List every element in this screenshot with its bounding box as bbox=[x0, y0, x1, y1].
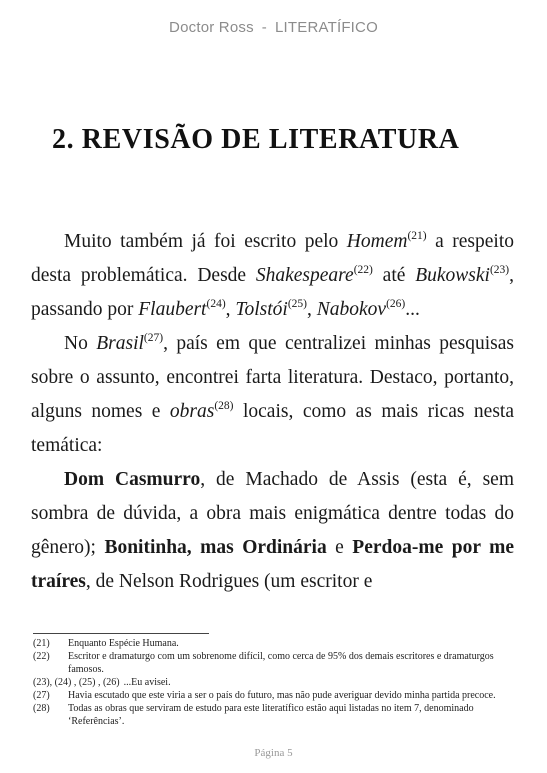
italic-term: Shakespeare bbox=[255, 265, 354, 286]
text-run: ... bbox=[405, 299, 420, 320]
footnote-number: (23), (24) , (25) , (26) bbox=[33, 677, 120, 688]
footnote-divider bbox=[33, 633, 209, 634]
text-run: No bbox=[64, 333, 97, 354]
footnote-ref: (26) bbox=[386, 297, 406, 310]
footnote-ref: (22) bbox=[353, 263, 373, 276]
text-run: , de Nelson Rodrigues (um escritor e bbox=[85, 571, 373, 592]
italic-term: obras bbox=[169, 401, 215, 422]
text-run: , bbox=[225, 299, 236, 320]
italic-term: Nabokov bbox=[316, 299, 387, 320]
section-title: 2. REVISÃO DE LITERATURA bbox=[52, 124, 460, 155]
footnote-text: Todas as obras que serviram de estudo para este literatífico estão aqui listadas no item 7, denominado ‘Referências’. bbox=[68, 703, 474, 727]
text-run: , de Machado de Assis (esta é, sem sombra de dúvida, a obra mais enigmática dentre todas do gênero); bbox=[31, 469, 514, 558]
page-number: Página 5 bbox=[254, 747, 293, 759]
text-run: e bbox=[326, 537, 353, 558]
italic-term: Flaubert bbox=[138, 299, 207, 320]
bold-title: Perdoa-me por me traíres bbox=[31, 537, 514, 592]
footnote-21 bbox=[33, 637, 513, 650]
footnotes bbox=[33, 633, 513, 728]
header-separator: - bbox=[261, 19, 267, 36]
bold-title: Dom Casmurro bbox=[64, 469, 201, 490]
paragraph-1 bbox=[31, 225, 514, 327]
footnote-text: Escritor e dramaturgo com um sobrenome difícil, como cerca de 95% dos demais escritores e dramaturgos famosos. bbox=[68, 651, 494, 675]
footnote-text: ...Eu avisei. bbox=[123, 677, 171, 688]
footnote-ref: (23) bbox=[489, 263, 510, 276]
footnote-22 bbox=[33, 650, 513, 676]
paragraph-2 bbox=[31, 327, 514, 463]
footnote-number: (22) bbox=[33, 651, 50, 662]
footnote-ref: (28) bbox=[214, 399, 234, 412]
footnote-23-26 bbox=[33, 676, 513, 689]
text-run: , país em que centralizei minhas pesquisas sobre o assunto, encontrei farta literatura. Destaco, portanto, alguns nomes e bbox=[31, 333, 514, 422]
bold-title: Bonitinha, mas Ordinária bbox=[104, 537, 327, 558]
text-run: , passando por bbox=[31, 265, 514, 320]
text-run: Muito também já foi escrito pelo bbox=[64, 231, 347, 252]
text-run: até bbox=[372, 265, 416, 286]
footnote-ref: (24) bbox=[206, 297, 226, 310]
footnote-text: Enquanto Espécie Humana. bbox=[68, 638, 179, 649]
footnote-text: Havia escutado que este viria a ser o país do futuro, mas não pude averiguar devido minha partida precoce. bbox=[68, 690, 496, 701]
italic-term: Homem bbox=[346, 231, 408, 252]
text-run: locais, como as mais ricas nesta temática: bbox=[31, 401, 514, 456]
text-run: a respeito desta problemática. Desde bbox=[31, 231, 514, 286]
footnote-number: (28) bbox=[33, 703, 50, 714]
italic-term: Tolstói bbox=[235, 299, 288, 320]
header-author: Doctor Ross bbox=[169, 19, 254, 36]
footnote-27 bbox=[33, 689, 513, 702]
body-text bbox=[31, 225, 514, 599]
italic-term: Bukowski bbox=[415, 265, 490, 286]
footnote-ref: (25) bbox=[287, 297, 307, 310]
footnote-ref: (27) bbox=[143, 331, 164, 344]
footnote-28 bbox=[33, 702, 513, 728]
footnote-ref: (21) bbox=[407, 229, 427, 242]
text-run: , bbox=[306, 299, 317, 320]
footnote-number: (27) bbox=[33, 690, 50, 701]
paragraph-3 bbox=[31, 463, 514, 599]
header-work: LITERATÍFICO bbox=[274, 19, 378, 36]
italic-term: Brasil bbox=[96, 333, 144, 354]
running-header bbox=[0, 19, 547, 36]
footnote-number: (21) bbox=[33, 638, 50, 649]
